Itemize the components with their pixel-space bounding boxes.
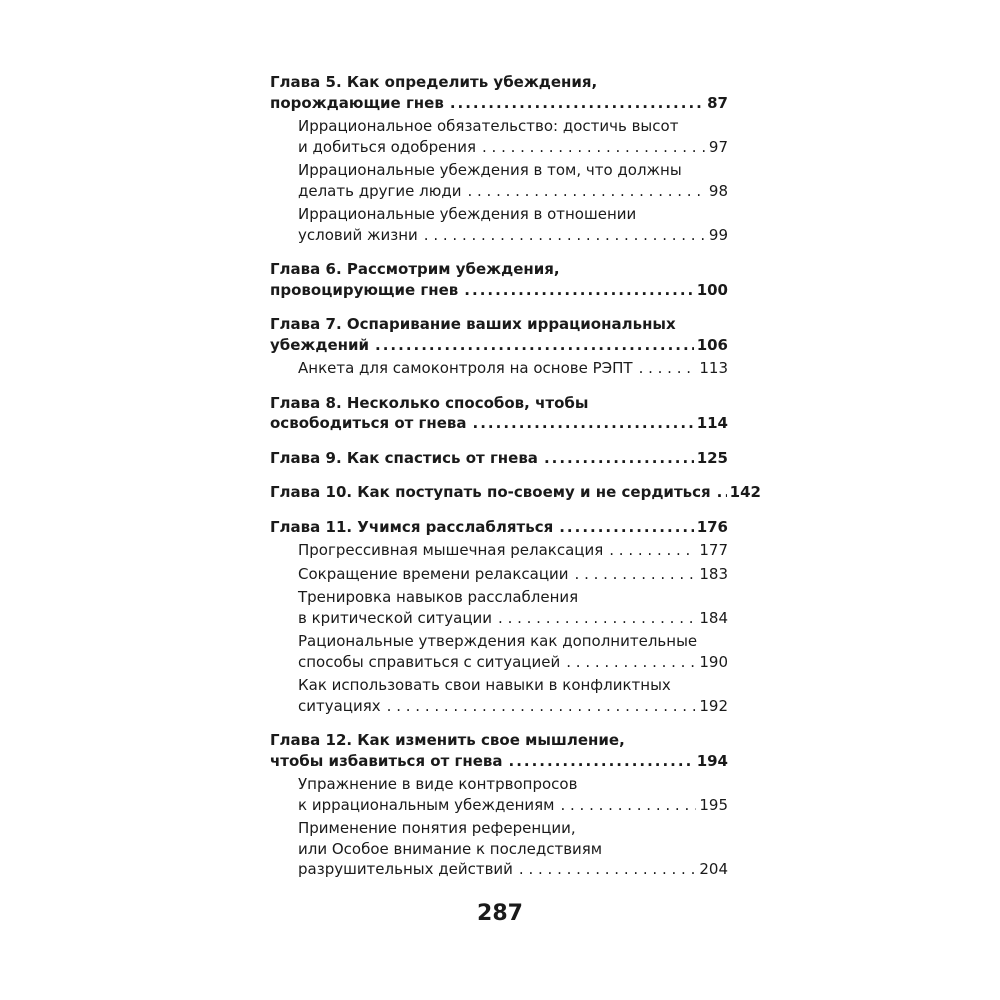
toc-entry-line [298, 608, 728, 629]
dot-leader [424, 225, 706, 246]
dot-leader [467, 181, 705, 202]
toc-entry-line [270, 72, 728, 93]
toc-page-number: 204 [699, 860, 728, 878]
toc-chapter-entry [270, 448, 728, 469]
toc-entry-title: Прогрессивная мышечная релаксация [298, 541, 604, 559]
toc-section-entry [270, 631, 728, 672]
toc-entry-line [270, 448, 728, 469]
toc-page-number: 113 [699, 359, 728, 377]
toc-section-entry [270, 204, 728, 245]
toc-chapter-entry [270, 314, 728, 355]
toc-section-entry [270, 358, 728, 379]
toc-page-number: 192 [699, 696, 728, 715]
toc-chapter-entry [270, 259, 728, 300]
toc-entry-line [270, 482, 761, 503]
toc-entry-line [270, 259, 728, 280]
toc-page-number: 106 [696, 335, 728, 354]
dot-leader [375, 335, 694, 356]
toc-entry-title: в критической ситуации [298, 608, 493, 627]
toc-entry-title: делать другие люди [298, 181, 462, 200]
toc-entry-title: Глава 11. Учимся расслабляться [270, 517, 554, 536]
toc-entry-title: Глава 9. Как спастись от гнева [270, 448, 538, 467]
toc-entry-line [298, 160, 728, 181]
toc-entry-line [298, 358, 728, 379]
toc-page-number: 184 [699, 608, 728, 627]
toc-entry-line [298, 818, 728, 839]
toc-page-number: 190 [699, 652, 728, 671]
toc-entry-line [270, 314, 728, 335]
toc-entry-line [298, 652, 728, 673]
toc-entry-title: Иррациональные убеждения в отношении [298, 205, 637, 223]
toc-entry-title: чтобы избавиться от гнева [270, 751, 503, 770]
toc-section-entry [270, 818, 728, 880]
toc-entry-title: условий жизни [298, 225, 418, 244]
dot-leader [482, 137, 706, 158]
dot-leader [559, 517, 693, 538]
toc-section-entry [270, 587, 728, 628]
toc-entry-title: Иррациональное обязательство: достичь высот [298, 117, 679, 135]
toc-entry-title: Глава 12. Как изменить свое мышление, [270, 731, 625, 749]
toc-chapter-entry [270, 393, 728, 434]
dot-leader [566, 652, 696, 673]
toc-page-number: 97 [708, 137, 728, 156]
toc-entry-line [270, 93, 728, 114]
toc-page-number: 99 [708, 225, 728, 244]
dot-leader [387, 696, 697, 717]
dot-leader [473, 413, 694, 434]
toc-entry-line [298, 540, 728, 561]
toc-entry-title: убеждений [270, 335, 370, 354]
toc-entry-line [298, 204, 728, 225]
toc-entry-line [270, 280, 728, 301]
toc-entry-title: Глава 8. Несколько способов, чтобы [270, 393, 589, 412]
toc-section-entry [270, 564, 728, 585]
toc-page-number: 176 [696, 517, 728, 536]
dot-leader [609, 540, 696, 561]
toc-entry-line [270, 517, 728, 538]
toc-page-number: 87 [707, 93, 728, 112]
toc-page-number: 142 [729, 483, 761, 501]
toc-section-entry [270, 160, 728, 201]
toc-section-entry [270, 540, 728, 561]
toc-entry-title: ситуациях [298, 696, 381, 715]
toc-entry-line [298, 675, 728, 696]
toc-entry-title: порождающие гнев [270, 93, 444, 112]
dot-leader [450, 93, 704, 114]
toc-entry-line [298, 631, 728, 652]
toc-section-entry [270, 116, 728, 157]
toc-entry-line [270, 393, 728, 414]
toc-entry-title: Сокращение времени релаксации [298, 564, 569, 583]
dot-leader [519, 859, 696, 880]
toc-entry-line [298, 564, 728, 585]
toc-chapter-entry [270, 517, 728, 538]
toc-entry-line [270, 730, 728, 751]
toc-entry-line [270, 335, 728, 356]
toc-entry-title: разрушительных действий [298, 860, 513, 878]
toc-entry-title: провоцирующие гнев [270, 280, 459, 299]
toc-page-number: 98 [708, 181, 728, 200]
dot-leader [639, 358, 697, 379]
toc-entry-title: Тренировка навыков расслабления [298, 588, 579, 606]
toc-entry-line [298, 839, 728, 860]
toc-chapter-entry [270, 482, 761, 503]
table-of-contents [270, 72, 761, 880]
toc-entry-title: и добиться одобрения [298, 137, 476, 156]
toc-page-number: 195 [699, 795, 728, 814]
toc-entry-line [298, 795, 728, 816]
dot-leader [575, 564, 697, 585]
toc-page-number: 125 [696, 448, 728, 467]
toc-entry-title: Глава 10. Как поступать по-своему и не сердиться [270, 483, 711, 501]
toc-page-number: 183 [699, 564, 728, 583]
toc-entry-title: Анкета для самоконтроля на основе РЭПТ [298, 359, 633, 377]
toc-entry-line [298, 181, 728, 202]
toc-entry-line [298, 774, 728, 795]
toc-entry-title: Применение понятия референции, [298, 819, 576, 837]
dot-leader [464, 280, 693, 301]
toc-entry-title: освободиться от гнева [270, 414, 467, 432]
toc-page-number: 177 [699, 541, 728, 559]
toc-page-number: 194 [696, 751, 728, 770]
dot-leader [717, 482, 727, 503]
toc-page-number: 100 [696, 280, 728, 299]
toc-entry-title: способы справиться с ситуацией [298, 652, 561, 671]
dot-leader [498, 608, 696, 629]
toc-entry-title: Глава 5. Как определить убеждения, [270, 73, 598, 91]
toc-entry-line [298, 137, 728, 158]
toc-entry-line [270, 413, 728, 434]
toc-entry-title: Глава 7. Оспаривание ваших иррациональных [270, 315, 676, 333]
dot-leader [544, 448, 694, 469]
toc-entry-line [298, 225, 728, 246]
toc-chapter-entry [270, 72, 728, 113]
dot-leader [509, 751, 694, 772]
toc-entry-title: Иррациональные убеждения в том, что должны [298, 161, 682, 179]
toc-section-entry [270, 675, 728, 716]
toc-page-number: 114 [696, 414, 728, 432]
dot-leader [560, 795, 696, 816]
toc-entry-line [298, 116, 728, 137]
toc-entry-title: к иррациональным убеждениям [298, 795, 555, 814]
toc-entry-title: Глава 6. Рассмотрим убеждения, [270, 260, 560, 278]
toc-entry-line [298, 587, 728, 608]
toc-entry-title: Рациональные утверждения как дополнительные [298, 632, 698, 650]
toc-entry-title: или Особое внимание к последствиям [298, 839, 603, 858]
toc-chapter-entry [270, 730, 728, 771]
toc-entry-line [270, 751, 728, 772]
toc-entry-title: Как использовать свои навыки в конфликтных [298, 676, 671, 694]
toc-entry-line [298, 859, 728, 880]
toc-entry-title: Упражнение в виде контрвопросов [298, 775, 578, 793]
toc-entry-line [298, 696, 728, 717]
page-number: 287 [477, 901, 523, 926]
toc-section-entry [270, 774, 728, 815]
